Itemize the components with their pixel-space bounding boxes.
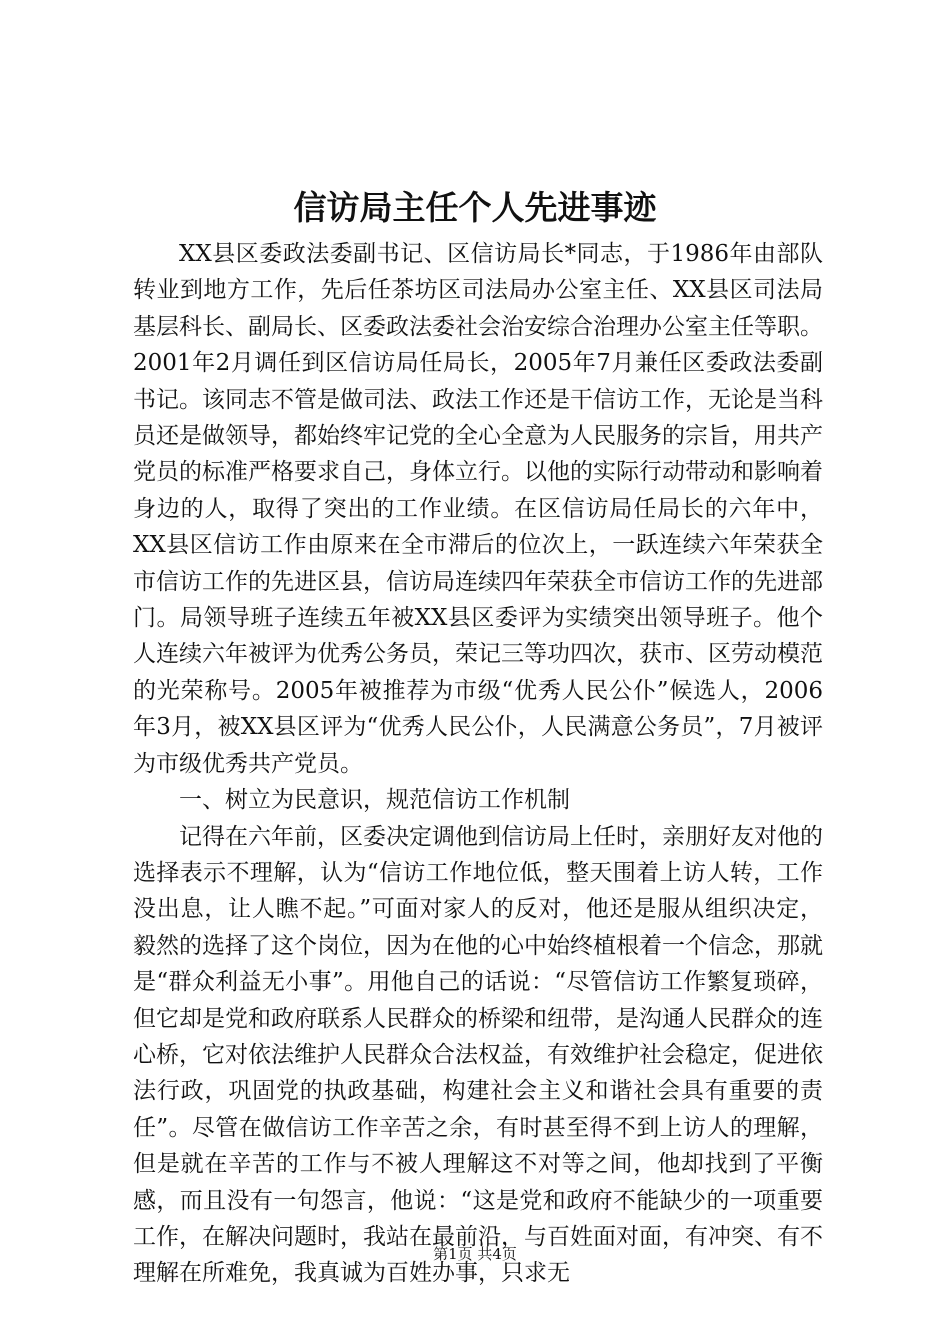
document-body bbox=[133, 236, 823, 1292]
paragraph-intro: XX县区委政法委副书记、区信访局长*同志，于1986年由部队转业到地方工作，先后任茶坊区司法局办公室主任、XX县区司法局基层科长、副局长、区委政法委社会治安综合治理办公室主任等职。2001年2月调任到区信访局任局长，2005年7月兼任区委政法委副书记。该同志不管是做司法、政法工作还是干信访工作，无论是当科员还是做领导，都始终牢记党的全心全意为人民服务的宗旨，用共产党员的标准严格要求自己，身体立行。以他的实际行动带动和影响着身边的人，取得了突出的工作业绩。在区信访局任局长的六年中，XX县区信访工作由原来在全市滞后的位次上，一跃连续六年荣获全市信访工作的先进区县，信访局连续四年荣获全市信访工作的先进部门。局领导班子连续五年被XX县区委评为实绩突出领导班子。他个人连续六年被评为优秀公务员，荣记三等功四次，获市、区劳动模范的光荣称号。2005年被推荐为市级“优秀人民公仆”候选人，2006年3月，被XX县区评为“优秀人民公仆，人民满意公务员”，7月被评为市级优秀共产党员。 bbox=[133, 241, 823, 777]
paragraph-section-one: 记得在六年前，区委决定调他到信访局上任时，亲朋好友对他的选择表示不理解，认为“信访工作地位低，整天围着上访人转，工作没出息，让人瞧不起。”可面对家人的反对，他还是服从组织决定，毅然的选择了这个岗位，因为在他的心中始终植根着一个信念，那就是“群众利益无小事”。用他自己的话说：“尽管信访工作繁复琐碎，但它却是党和政府联系人民群众的桥梁和纽带，是沟通人民群众的连心桥，它对依法维护人民群众合法权益，有效维护社会稳定，促进依法行政，巩固党的执政基础，构建社会主义和谐社会具有重要的责任”。尽管在做信访工作辛苦之余，有时甚至得不到上访人的理解，但是就在辛苦的工作与不被人理解这不对等之间，他却找到了平衡感，而且没有一句怨言，他说：“这是党和政府不能缺少的一项重要工作，在解决问题时，我站在最前沿，与百姓面对面，有冲突、有不理解在所难免，我真诚为百姓办事，只求无 bbox=[133, 823, 823, 1287]
section-heading: 一、树立为民意识，规范信访工作机制 bbox=[179, 787, 570, 814]
document-title: 信访局主任个人先进事迹 bbox=[293, 188, 657, 227]
page-number-footer: 第1页 共4页 bbox=[433, 1245, 517, 1263]
